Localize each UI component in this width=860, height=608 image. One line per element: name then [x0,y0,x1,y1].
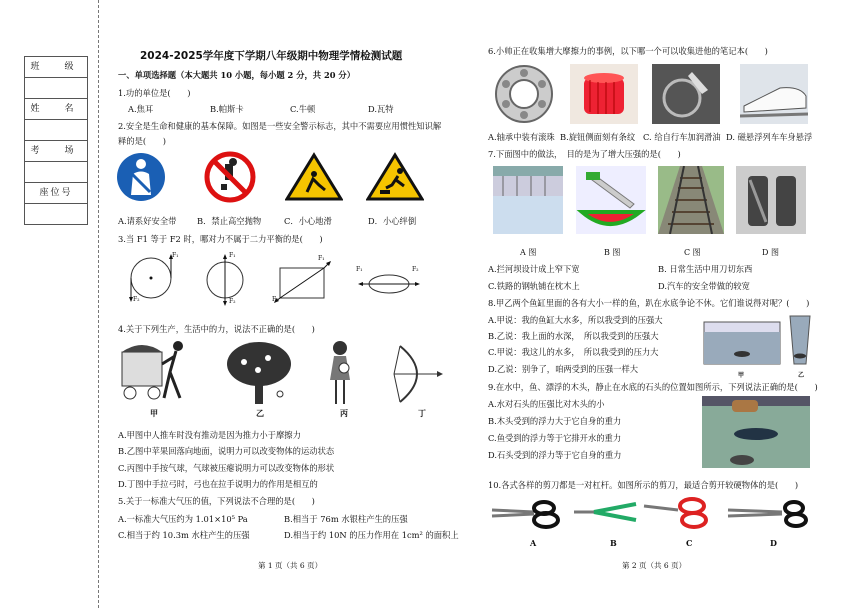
q5-option-a: A.一标准大气压约为 1.01×10⁵ Pa [118,514,248,524]
q6-option-b: B.旋钮侧面刻有条纹 [560,132,636,142]
q2-option-c: C．小心地滑 [284,216,332,226]
seatbelt-photo [736,166,806,234]
binding-dashed-line [98,0,99,608]
railway-photo [658,166,724,234]
q9-option-c: C.鱼受到的浮力等于它排开水的重力 [488,433,622,443]
q4-label-jia: 甲 [150,408,158,418]
q3a-f1-label: F₁ [172,252,179,259]
q3b-f2-label: F₂ [229,298,236,305]
student-info-table [24,56,88,225]
fish-tank-jia-photo [702,318,782,368]
q4-option-d: D.丁图中手拉弓时，弓也在拉手说明力的作用是相互的 [118,479,318,489]
q4-option-a: A.甲图中人推车时没有推动是因为推力小于摩擦力 [118,430,301,440]
q2-stem: 2.安全是生命和健康的基本保障。如图是一些安全警示标志，其中不需要应用惯性知识解 [118,121,442,131]
q4-option-b: B.乙图中苹果回落向地面，说明力可以改变物体的运动状态 [118,446,335,456]
q7-caption-d: D 图 [762,248,779,257]
q9-option-a: A.水对石头的压强比对木头的小 [488,399,605,409]
scissors-b-icon [572,496,638,530]
knob-photo [570,64,638,124]
q10-label-d: D [770,538,777,548]
q1-stem: 1.功的单位是( ) [118,88,191,98]
q6-option-c: C. 给自行车加润滑油 [643,132,721,142]
q2-stem-2: 释的是( ) [118,136,166,146]
dam-photo [493,166,563,234]
q2-option-a: A.请系好安全带 [118,216,177,226]
q3d-f1-label: F₁ [356,266,363,273]
q8-stem: 8.甲乙两个鱼缸里面的各有大小一样的鱼，趴在水底争论不休。它们谁说得对呢？( ) [488,298,810,308]
q8-label-yi: 乙 [798,372,805,379]
q10-label-b: B [610,538,617,548]
q8-option-d: D.乙说：别争了，咱两受到的压强一样大 [488,364,639,374]
q3b-f1-label: F₁ [229,252,236,259]
scissors-d-icon [724,496,816,530]
balloon-girl-figure [326,338,356,408]
q8-option-a: A.甲说：我的鱼缸大水多，所以我受到的压强大 [488,315,663,325]
seat-label: 座位号 [25,183,87,204]
scissors-c-icon [642,494,714,530]
q7-option-c: C.铁路的钢轨铺在枕木上 [488,281,580,291]
page-title: 2024-2025学年度下学期八年级期中物理学情检测试题 [140,50,403,62]
maglev-train-photo [740,64,808,124]
water-fish-stone-photo [702,396,810,468]
q4-label-yi: 乙 [256,408,264,418]
q6-option-a: A.轴承中装有滚珠 [488,132,555,142]
q1-option-b: B.帕斯卡 [210,104,244,114]
q1-option-a: A.焦耳 [128,104,154,114]
q3a-f2-label: F₂ [133,296,140,303]
q7-caption-b: B 图 [604,248,621,257]
q1-option-c: C.牛顿 [290,104,316,114]
force-diagram-b [200,250,250,308]
q7-stem: 7.下面图中的做法， 目的是为了增大压强的是( ) [488,149,681,159]
q7-option-d: D.汽车的安全带做的较宽 [658,281,750,291]
q4-option-c: C.丙图中手按气球，气球被压瘪说明力可以改变物体的形状 [118,463,335,473]
q9-option-b: B.木头受到的浮力大于它自身的重力 [488,416,622,426]
bearing-photo [490,64,558,124]
trip-hazard-sign-icon [366,152,424,202]
name-label: 姓 名 [25,99,87,120]
q2-option-d: D．小心绊倒 [368,216,417,226]
q4-label-bing: 丙 [340,408,348,418]
q5-option-d: D.相当于约 10N 的压力作用在 1cm² 的面积上 [284,530,459,540]
q10-label-a: A [530,538,537,548]
q2-option-b: B．禁止高空抛物 [197,216,262,226]
q7-caption-a: A 图 [520,248,537,257]
page2-footer: 第 2 页（共 6 页） [622,561,687,570]
q8-label-jia: 甲 [738,372,745,379]
q3c-f2-label: F₂ [272,296,279,303]
q7-caption-c: C 图 [684,248,701,257]
q4-label-ding: 丁 [418,408,426,418]
slippery-sign-icon [285,152,343,202]
q8-option-b: B.乙说：我上面的水深， 所以我受到的压强大 [488,331,659,341]
exam-room-field[interactable] [25,162,87,183]
q9-stem: 9.在水中，鱼、漂浮的木头，静止在水底的石头的位置如图所示，下列说法正确的是( ) [488,382,818,392]
section-heading: 一、单项选择题（本大题共 10 小题，每小题 2 分，共 20 分） [118,70,356,80]
q3-stem: 3.当 F1 等于 F2 时，哪对力不属于二力平衡的是( ) [118,234,323,244]
q6-stem: 6.小帅正在收集增大摩擦力的事例，以下哪一个可以收集进他的笔记本( ) [488,46,768,56]
apple-tree-figure [224,340,294,406]
push-cart-figure [118,338,194,408]
exam-room-label: 考 场 [25,141,87,162]
q7-option-a: A.拦河坝设计成上窄下宽 [488,264,580,274]
fish-tank-yi-photo [786,312,814,368]
q9-option-d: D.石头受到的浮力等于它自身的重力 [488,450,622,460]
knife-watermelon-photo [576,166,646,234]
force-diagram-c [272,260,334,304]
q7-option-b: B. 日常生活中用刀切东西 [658,264,753,274]
q3d-f2-label: F₂ [412,266,419,273]
q4-stem: 4.关于下列生产，生活中的力，说法不正确的是( ) [118,324,315,334]
seatbelt-sign-icon [116,150,166,204]
q5-option-c: C.相当于约 10.3m 水柱产生的压强 [118,530,250,540]
no-throwing-sign-icon [203,150,257,204]
q1-option-d: D.瓦特 [368,104,394,114]
q5-option-b: B.相当于 76m 水银柱产生的压强 [284,514,408,524]
q3c-f1-label: F₁ [318,255,325,262]
class-field[interactable] [25,78,87,99]
page1-footer: 第 1 页（共 6 页） [258,561,323,570]
q10-stem: 10.各式各样的剪刀都是一对杠杆。如图所示的剪刀，最适合剪开较硬物体的是( ) [488,480,799,490]
bow-figure [388,342,444,406]
q10-label-c: C [686,538,693,548]
class-label: 班 级 [25,57,87,78]
scissors-a-icon [490,496,566,530]
q6-option-d: D. 磁悬浮列车车身悬浮 [726,132,813,142]
seat-field[interactable] [25,204,87,224]
name-field[interactable] [25,120,87,141]
q8-option-c: C.甲说：我这儿的水多， 所以我受到的压力大 [488,347,659,357]
q5-stem: 5.关于一标准大气压的值，下列说法不合理的是( ) [118,496,315,506]
bike-oil-photo [652,64,720,124]
